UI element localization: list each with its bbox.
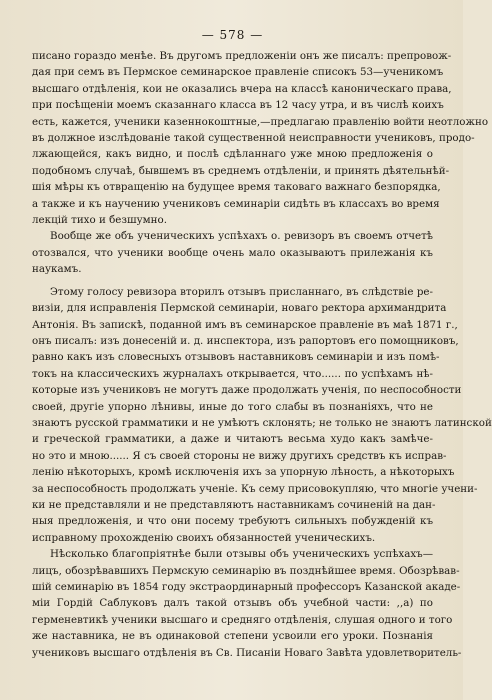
- text-line: шiя мѣры къ отвращенiю на будущее время таковаго важнаго безпорядка,: [32, 181, 441, 194]
- text-line: шiй семинарiю въ 1854 году экстраординарный профессоръ Казанской акаде-: [32, 581, 461, 593]
- text-line: лицъ, обозрѣвавшихъ Пермскую семинарiю въ позднѣйшее время. Обозрѣвав-: [32, 564, 460, 577]
- text-line: отозвался, что ученики вообще очень мало оказываютъ прилежанiя къ: [32, 246, 433, 259]
- text-line: писано гораздо менѣе. Въ другомъ предложенiи онъ же писалъ: препровож-: [32, 50, 452, 62]
- text-line: учениковъ высшаго отдѣленiя въ Св. Писанiи Новаго Завѣта удовлетворитель-: [32, 646, 462, 659]
- text-line: но это и мною...... Я съ своей стороны не вижу другихъ средствъ къ исправ-: [32, 449, 447, 462]
- text-line: Этому голосу ревизора вторилъ отзывъ присланнаго, въ слѣдствiе ре-: [50, 285, 433, 298]
- text-line: Нѣсколько благопрiятнѣе были отзывы объ ученическихъ успѣхахъ—: [50, 548, 433, 561]
- paragraph-3: [32, 284, 492, 547]
- text-line: при посѣщенiи моемъ сказаннаго класса въ 12 часу утра, и въ числѣ коихъ: [32, 99, 444, 112]
- text-line: визiи, для исправленiя Пермской семинарiи, новаго ректора архимандрита: [32, 302, 447, 315]
- text-line: высшаго отдѣленiя, кои не оказались вчера на классѣ каноническаго права,: [32, 82, 452, 95]
- text-line: герменевтикѣ ученики высшаго и средняго отдѣленiя, слушая одного и того: [32, 613, 453, 626]
- text-line: въ должное изслѣдованiе такой существенной неисправности учениковъ, продо-: [32, 132, 475, 145]
- paragraph-1: [32, 48, 489, 228]
- text-line: знаютъ русской грамматики и не умѣютъ склонять; не только не знаютъ латинской: [32, 416, 492, 429]
- text-line: а также и къ научению учениковъ семинарiи сидѣть въ классахъ во время: [32, 197, 440, 210]
- text-line: равно какъ изъ словесныхъ отзывовъ наставниковъ семинарiи и изъ помѣ-: [32, 351, 440, 364]
- paragraph-4: [32, 546, 462, 661]
- text-line: мiи Гордiй Саблуковъ далъ такой отзывъ объ учебной части: ,,а) по: [32, 597, 433, 610]
- text-line: и греческой грамматики, а даже и читаютъ весьма худо какъ замѣче-: [32, 433, 433, 446]
- text-line: за неспособность продолжать ученiе. Къ сему присовокупляю, что многiе учени-: [32, 482, 478, 495]
- page-number: — 578 —: [201, 28, 264, 42]
- text-line: которые изъ учениковъ не могутъ даже продолжать ученiя, по неспособности: [32, 384, 462, 397]
- text-line: лжающейся, какъ видно, и послѣ сдѣланнаго уже мною предложенiя о: [32, 148, 433, 161]
- text-line: подобномъ случаѣ, бывшемъ въ среднемъ отдѣленiи, и принять дѣятельнѣй-: [32, 164, 450, 177]
- paragraph-2: [32, 228, 433, 277]
- text-line: исправному прохожденiю своихъ обязанностей ученическихъ.: [32, 531, 376, 544]
- text-line: есть, кажется, ученики казеннокоштные,—предлагаю правленiю войти неотложно: [32, 115, 489, 128]
- text-line: своей, другiе упорно лѣнивы, иные до того слабы въ познанiяхъ, что не: [32, 400, 433, 413]
- text-line: онъ писалъ: изъ донесенiй и. д. инспектора, изъ рапортовъ его помощниковъ,: [32, 334, 459, 347]
- text-line: же наставника, не въ одинаковой степени усвоили его уроки. Познанiя: [32, 630, 433, 643]
- text-line: ки не представляли и не представляютъ наставникамъ сочиненiй на дан-: [32, 498, 436, 511]
- text-line: Антонiя. Въ запискѣ, поданной имъ въ семинарское правленiе въ маѣ 1871 г.,: [32, 318, 458, 331]
- text-line: дая при семъ въ Пермское семинарское правленiе списокъ 53—ученикомъ: [32, 66, 444, 79]
- text-line: наукамъ.: [32, 263, 82, 276]
- text-line: токъ на классическихъ журналахъ открывается, что...... по успѣхамъ нѣ-: [32, 367, 433, 380]
- text-line: ныя предложенiя, и что они посему требуютъ сильныхъ побужденiй къ: [32, 515, 433, 528]
- text-line: лекцiй тихо и безшумно.: [32, 214, 167, 227]
- text-line: Вообще же объ ученическихъ успѣхахъ о. ревизоръ въ своемъ отчетѣ: [50, 230, 433, 243]
- text-line: ленiю нѣкоторыхъ, кромѣ исключенiя ихъ за упорную лѣность, а нѣкоторыхъ: [32, 466, 455, 479]
